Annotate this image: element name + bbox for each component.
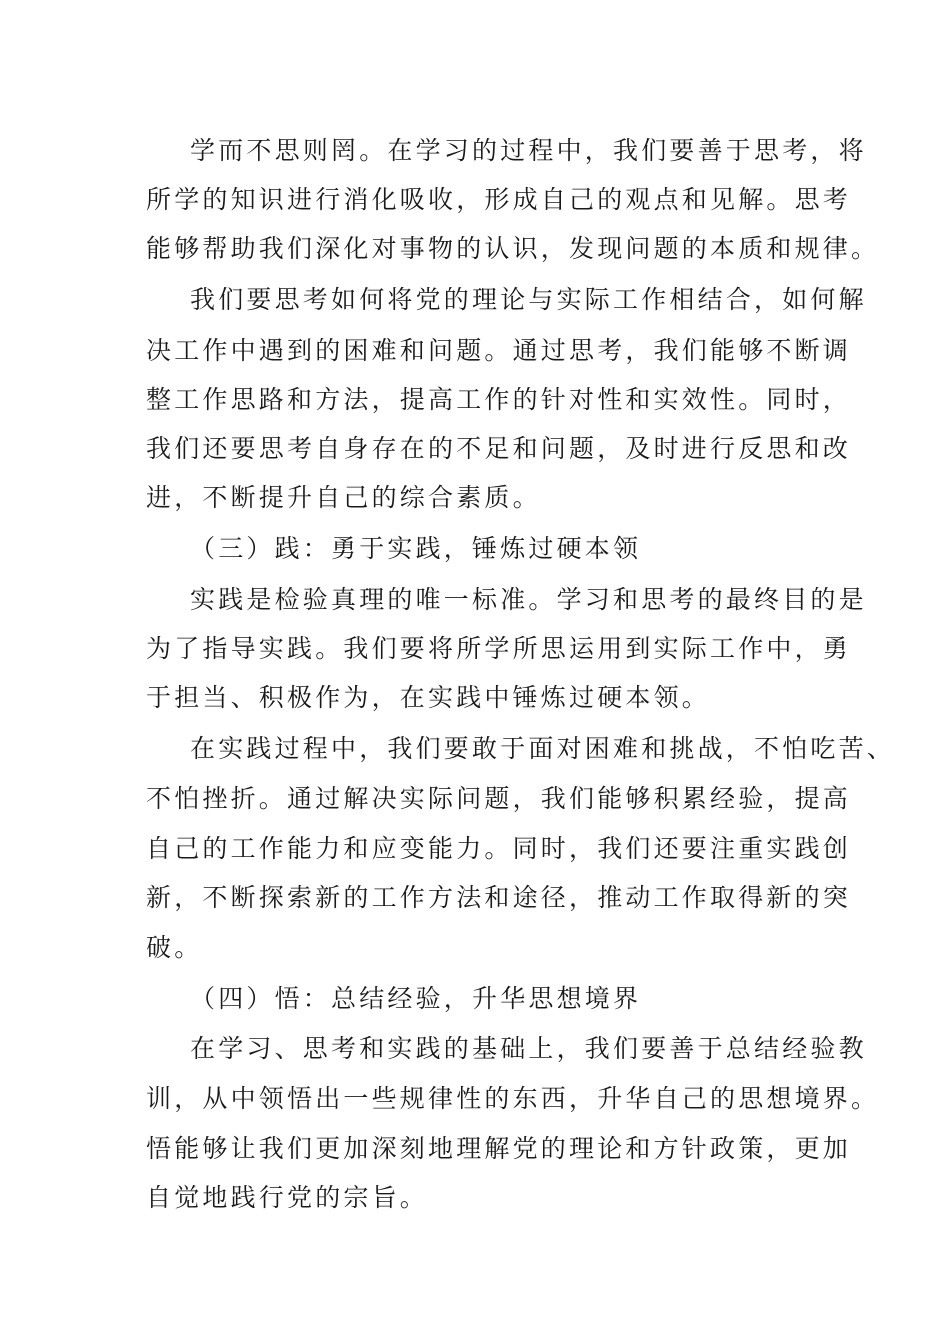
paragraph-line: 我们要思考如何将党的理论与实际工作相结合，如何解 — [190, 285, 867, 314]
section-heading-4: （四）悟：总结经验，升华思想境界 — [190, 984, 642, 1013]
paragraph-line: 能够帮助我们深化对事物的认识，发现问题的本质和规律。 — [146, 234, 880, 263]
paragraph-line: 学而不思则罔。在学习的过程中，我们要善于思考，将 — [190, 136, 867, 165]
paragraph-line: 进，不断提升自己的综合素质。 — [146, 483, 541, 512]
paragraph-line: 实践是检验真理的唯一标准。学习和思考的最终目的是 — [190, 585, 867, 614]
paragraph-line: 在实践过程中，我们要敢于面对困难和挑战，不怕吃苦、 — [190, 734, 896, 763]
paragraph-line: 在学习、思考和实践的基础上，我们要善于总结经验教 — [190, 1034, 867, 1063]
paragraph-line: 训，从中领悟出一些规律性的东西，升华自己的思想境界。 — [146, 1084, 880, 1113]
paragraph-line: 破。 — [146, 933, 203, 962]
paragraph-line: 不怕挫折。通过解决实际问题，我们能够积累经验，提高 — [146, 784, 852, 813]
paragraph-line: 悟能够让我们更加深刻地理解党的理论和方针政策，更加 — [146, 1134, 852, 1163]
paragraph-line: 所学的知识进行消化吸收，形成自己的观点和见解。思考 — [146, 185, 852, 214]
paragraph-line: 决工作中遇到的困难和问题。通过思考，我们能够不断调 — [146, 336, 852, 365]
paragraph-line: 为了指导实践。我们要将所学所思运用到实际工作中，勇 — [146, 634, 852, 663]
paragraph-line: 新，不断探索新的工作方法和途径，推动工作取得新的突 — [146, 883, 852, 912]
paragraph-line: 自觉地践行党的宗旨。 — [146, 1183, 429, 1212]
section-heading-3: （三）践：勇于实践，锤炼过硬本领 — [190, 534, 642, 563]
paragraph-line: 于担当、积极作为，在实践中锤炼过硬本领。 — [146, 683, 711, 712]
paragraph-line: 我们还要思考自身存在的不足和问题，及时进行反思和改 — [146, 434, 852, 463]
paragraph-line: 自己的工作能力和应变能力。同时，我们还要注重实践创 — [146, 834, 852, 863]
paragraph-line: 整工作思路和方法，提高工作的针对性和实效性。同时， — [146, 385, 852, 414]
